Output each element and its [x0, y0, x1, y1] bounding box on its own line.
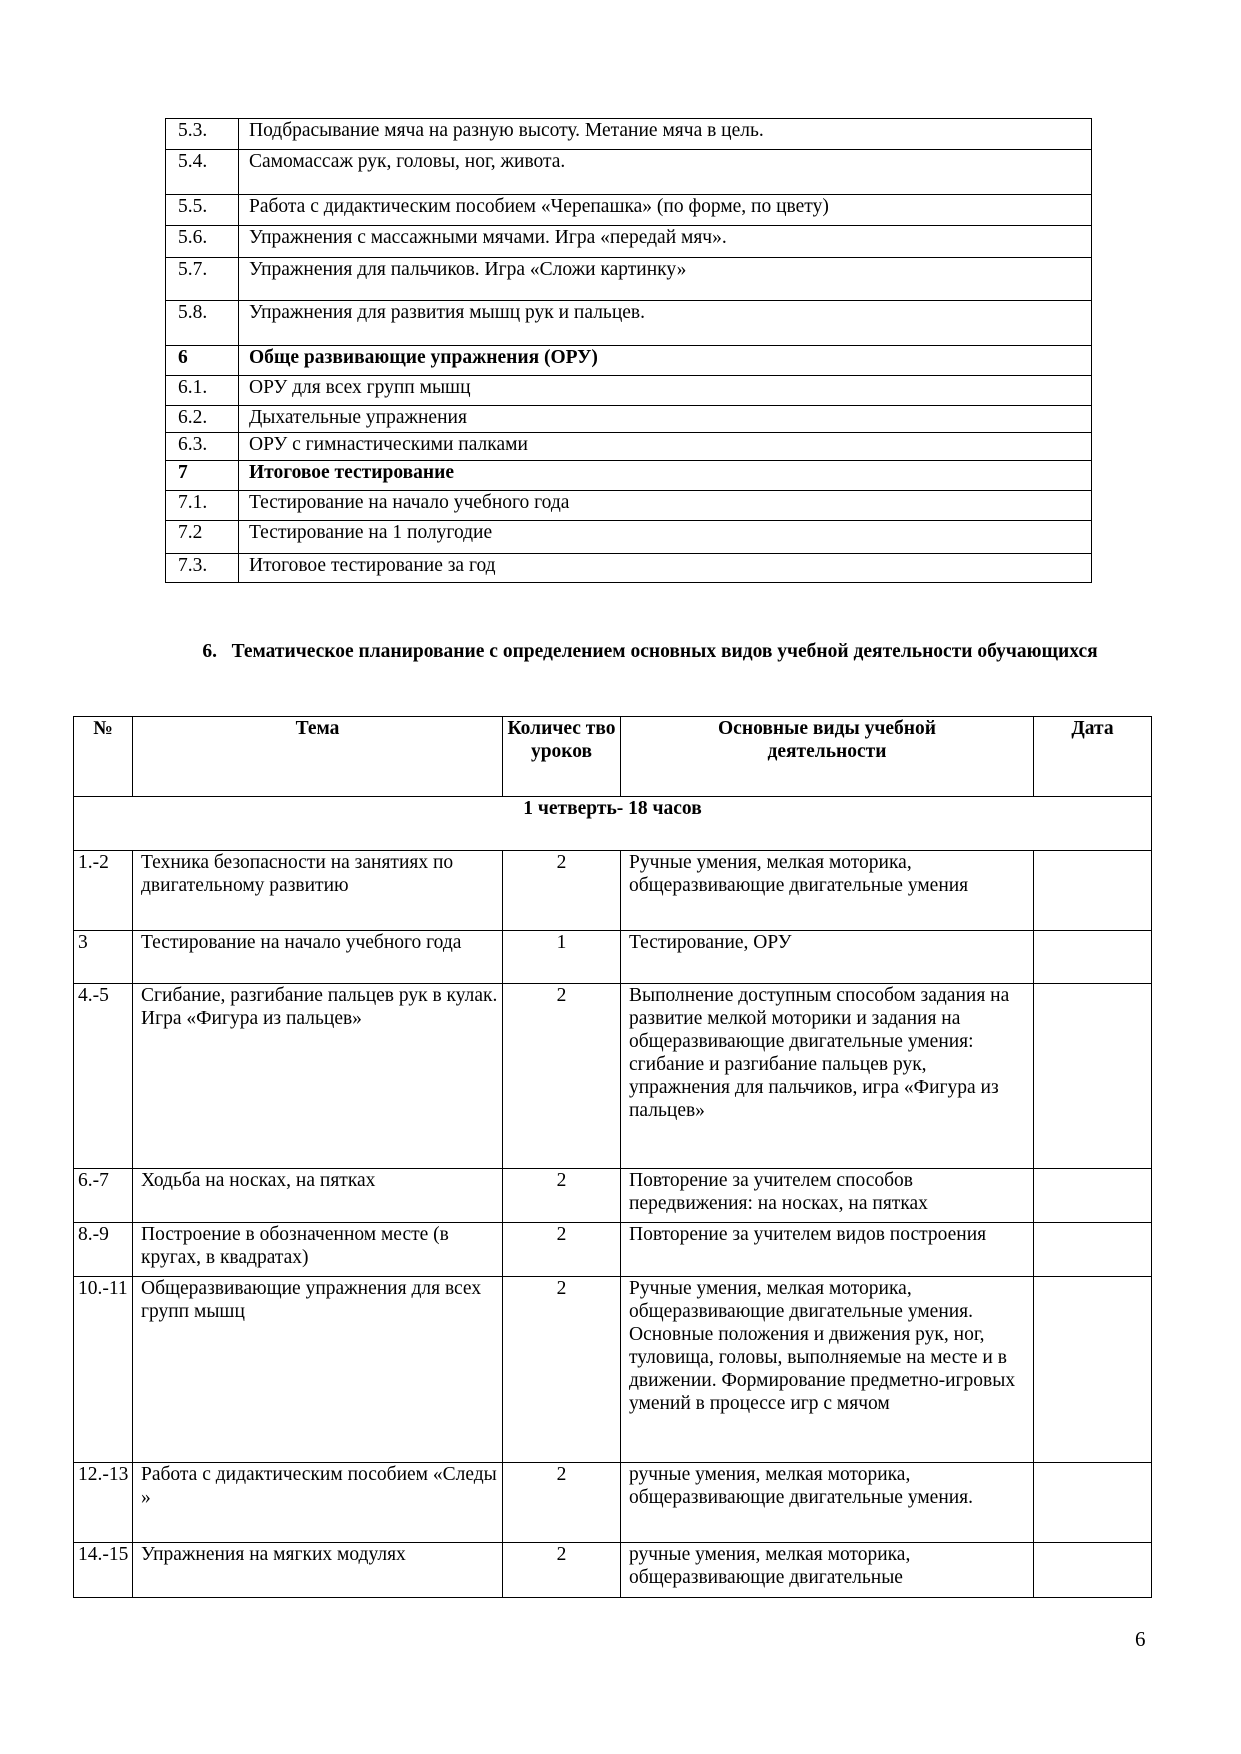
- row-number: 6.2.: [166, 406, 239, 433]
- row-topic: Тестирование на начало учебного года: [239, 491, 1092, 521]
- table-row: [74, 1223, 1152, 1277]
- lesson-activities: Ручные умения, мелкая моторика, общеразвивающие двигательные умения: [621, 851, 1034, 931]
- table-row: [74, 1169, 1152, 1223]
- table-row: [74, 1463, 1152, 1543]
- lesson-count: 2: [503, 1277, 621, 1463]
- lesson-topic: Техника безопасности на занятиях по двигательному развитию: [133, 851, 503, 931]
- table-row: [166, 226, 1092, 258]
- table-row: [166, 461, 1092, 491]
- lesson-number: 4.-5: [74, 984, 133, 1169]
- lesson-date: [1034, 931, 1152, 984]
- lesson-count: 2: [503, 984, 621, 1169]
- row-topic: Итоговое тестирование: [239, 461, 1092, 491]
- row-number: 7: [166, 461, 239, 491]
- lesson-count: 2: [503, 1463, 621, 1543]
- table-row: [166, 554, 1092, 583]
- lesson-number: 1.-2: [74, 851, 133, 931]
- lesson-activities: Ручные умения, мелкая моторика, общеразвивающие двигательные умения. Основные положения и движения рук, ног, туловища, головы, выполняемые на месте и в движении. Формирование предметно-игровых умений в процессе игр с мячом: [621, 1277, 1034, 1463]
- activities-table-continued: [165, 118, 1092, 583]
- row-number: 5.5.: [166, 195, 239, 226]
- row-number: 6.3.: [166, 433, 239, 461]
- row-number: 5.7.: [166, 258, 239, 301]
- lesson-topic: Упражнения на мягких модулях: [133, 1543, 503, 1598]
- lesson-topic: Тестирование на начало учебного года: [133, 931, 503, 984]
- header-count: Количес тво уроков: [503, 717, 621, 797]
- row-number: 7.3.: [166, 554, 239, 583]
- table-row: [166, 119, 1092, 150]
- table-row: [74, 984, 1152, 1169]
- lesson-activities: Повторение за учителем видов построения: [621, 1223, 1034, 1277]
- table-row: [166, 376, 1092, 406]
- table-row: [74, 1277, 1152, 1463]
- table-row: [166, 433, 1092, 461]
- table-row: [166, 491, 1092, 521]
- lesson-date: [1034, 851, 1152, 931]
- lesson-count: 2: [503, 1543, 621, 1598]
- section-title: Тематическое планирование с определением основных видов учебной деятельности обучающихся: [231, 641, 1098, 662]
- lesson-activities: ручные умения, мелкая моторика, общеразвивающие двигательные умения.: [621, 1463, 1034, 1543]
- lesson-number: 6.-7: [74, 1169, 133, 1223]
- row-number: 5.3.: [166, 119, 239, 150]
- lesson-number: 12.-13: [74, 1463, 133, 1543]
- table-header-row: [74, 717, 1152, 797]
- row-topic: Упражнения для пальчиков. Игра «Сложи картинку»: [239, 258, 1092, 301]
- row-topic: Обще развивающие упражнения (ОРУ): [239, 346, 1092, 376]
- row-topic: Итоговое тестирование за год: [239, 554, 1092, 583]
- row-topic: Дыхательные упражнения: [239, 406, 1092, 433]
- table-row: [166, 258, 1092, 301]
- table-row: [166, 195, 1092, 226]
- lesson-number: 10.-11: [74, 1277, 133, 1463]
- row-number: 7.1.: [166, 491, 239, 521]
- thematic-planning-table: [73, 716, 1152, 1598]
- table-row: [166, 301, 1092, 346]
- table-row: [74, 931, 1152, 984]
- lesson-topic: Общеразвивающие упражнения для всех групп мышц: [133, 1277, 503, 1463]
- header-num: №: [74, 717, 133, 797]
- lesson-topic: Работа с дидактическим пособием «Следы »: [133, 1463, 503, 1543]
- lesson-date: [1034, 1463, 1152, 1543]
- row-number: 6: [166, 346, 239, 376]
- lesson-activities: ручные умения, мелкая моторика, общеразвивающие двигательные: [621, 1543, 1034, 1598]
- lesson-number: 8.-9: [74, 1223, 133, 1277]
- header-activities: Основные виды учебной деятельности: [621, 717, 1034, 797]
- lesson-number: 14.-15: [74, 1543, 133, 1598]
- lesson-count: 2: [503, 851, 621, 931]
- table-row: [166, 406, 1092, 433]
- row-topic: Упражнения для развития мышц рук и пальцев.: [239, 301, 1092, 346]
- lesson-date: [1034, 984, 1152, 1169]
- lesson-count: 2: [503, 1223, 621, 1277]
- table-row: [166, 521, 1092, 554]
- lesson-date: [1034, 1277, 1152, 1463]
- row-number: 7.2: [166, 521, 239, 554]
- row-topic: ОРУ для всех групп мышц: [239, 376, 1092, 406]
- row-topic: Самомассаж рук, головы, ног, живота.: [239, 150, 1092, 195]
- lesson-topic: Сгибание, разгибание пальцев рук в кулак. Игра «Фигура из пальцев»: [133, 984, 503, 1169]
- table-row: [74, 1543, 1152, 1598]
- lesson-activities: Тестирование, ОРУ: [621, 931, 1034, 984]
- quarter-label: 1 четверть- 18 часов: [74, 797, 1152, 851]
- section-heading: [180, 640, 1120, 664]
- table-row: [74, 851, 1152, 931]
- row-number: 6.1.: [166, 376, 239, 406]
- lesson-date: [1034, 1543, 1152, 1598]
- row-topic: Работа с дидактическим пособием «Черепашка» (по форме, по цвету): [239, 195, 1092, 226]
- row-number: 5.6.: [166, 226, 239, 258]
- lesson-date: [1034, 1169, 1152, 1223]
- row-number: 5.8.: [166, 301, 239, 346]
- row-topic: Подбрасывание мяча на разную высоту. Метание мяча в цель.: [239, 119, 1092, 150]
- lesson-topic: Построение в обозначенном месте (в кругах, в квадратах): [133, 1223, 503, 1277]
- lesson-number: 3: [74, 931, 133, 984]
- lesson-count: 2: [503, 1169, 621, 1223]
- row-topic: ОРУ с гимнастическими палками: [239, 433, 1092, 461]
- row-topic: Тестирование на 1 полугодие: [239, 521, 1092, 554]
- header-date: Дата: [1034, 717, 1152, 797]
- row-topic: Упражнения с массажными мячами. Игра «передай мяч».: [239, 226, 1092, 258]
- table-row: [166, 346, 1092, 376]
- lesson-topic: Ходьба на носках, на пятках: [133, 1169, 503, 1223]
- lesson-count: 1: [503, 931, 621, 984]
- quarter-row: [74, 797, 1152, 851]
- lesson-activities: Повторение за учителем способов передвижения: на носках, на пятках: [621, 1169, 1034, 1223]
- lesson-date: [1034, 1223, 1152, 1277]
- header-topic: Тема: [133, 717, 503, 797]
- page-number: 6: [1135, 1627, 1146, 1651]
- row-number: 5.4.: [166, 150, 239, 195]
- lesson-activities: Выполнение доступным способом задания на развитие мелкой моторики и задания на общеразвивающие двигательные умения: сгибание и разгибание пальцев рук, упражнения для пальчиков, игра «Фигура из пальцев»: [621, 984, 1034, 1169]
- table-row: [166, 150, 1092, 195]
- section-number: 6.: [202, 641, 217, 662]
